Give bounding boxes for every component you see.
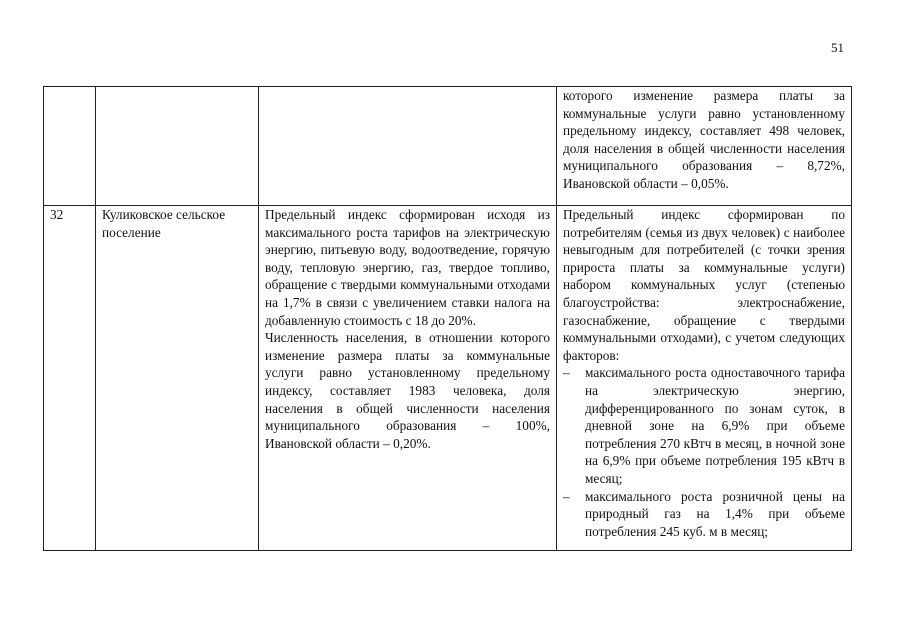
consumer-basis-cell	[557, 87, 852, 206]
list-item	[563, 364, 845, 487]
list-item	[563, 488, 845, 541]
row-number-cell	[44, 87, 96, 206]
row-number-cell: 32	[44, 206, 96, 551]
page-number: 51	[831, 40, 844, 55]
tariff-basis-cell	[259, 87, 557, 206]
municipality-cell: Куликовское сельское поселение	[96, 206, 259, 551]
list-dash: –	[563, 365, 570, 381]
consumer-basis-cell	[557, 206, 852, 551]
table-row	[44, 206, 852, 551]
factor-list	[563, 364, 845, 540]
tariff-basis-text: Предельный индекс сформирован исходя из максимального роста тарифов на электрическую энергию, питьевую воду, водоотведение, горячую воду, тепловую энергию, газ, твердое топливо, обращение с твердыми коммунальными отходами на 1,7% в связи с увеличением ставки налога на добавленную стоимость с 18 до 20%.	[265, 207, 550, 328]
population-share-text: Численность населения, в отношении которого изменение размера платы за коммунальные услуги равно установленному предельному индексу, составляет 1983 человека, доля населения в общей численности населения муниципального образования – 100%, Ивановской области – 0,20%.	[265, 330, 550, 451]
factor-text: максимального роста розничной цены на природный газ на 1,4% при объеме потребления 245 куб. м в месяц;	[585, 488, 845, 539]
tariff-basis-cell	[259, 206, 557, 551]
list-dash: –	[563, 488, 570, 504]
municipality-cell	[96, 87, 259, 206]
continuation-row	[44, 87, 852, 206]
tariff-index-table	[43, 86, 852, 551]
population-share-text: которого изменение размера платы за коммунальные услуги равно установленному предельному индексу, составляет 498 человек, доля населения в общей численности населения муниципального образования – 8,72%, Ивановской области – 0,05%.	[563, 88, 845, 191]
factor-text: максимального роста одноставочного тарифа на электрическую энергию, дифференцированного по зонам суток, в дневной зоне на 6,9% при объеме потребления 270 кВтч в месяц, в ночной зоне на 6,9% при объеме потребления 195 кВтч в месяц;	[585, 365, 845, 486]
consumer-basis-intro: Предельный индекс сформирован по потребителям (семья из двух человек) с наиболее невыгодным для потребителей (с точки зрения прироста платы за коммунальные услуги) набором коммунальных услуг (степенью благоустройства: электроснабжение, газоснабжение, обращение с твердыми коммунальными отходами), с учетом следующих факторов:	[563, 207, 845, 363]
